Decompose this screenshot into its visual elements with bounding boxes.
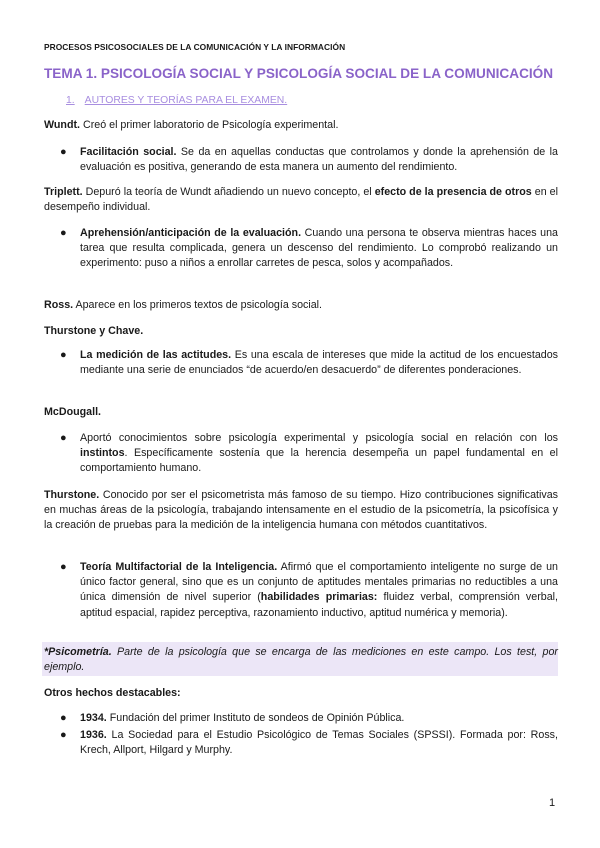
ross-paragraph: Ross. Aparece en los primeros textos de psicología social. [44, 299, 323, 311]
running-header: PROCESOS PSICOSOCIALES DE LA COMUNICACIÓN Y LA INFORMACIÓN [44, 42, 346, 52]
fact-item: 1934. Fundación del primer Instituto de sondeos de Opinión Pública. [80, 712, 405, 724]
concept-term: Aprehensión/anticipación de la evaluación. [80, 227, 302, 239]
bullet-icon: ● [60, 432, 67, 444]
thurstone-bullet: Teoría Multifactorial de la Inteligencia. Afirmó que el comportamiento inteligente no surge de un único factor general, sino que es un conjunto de aptitudes mentales primarias no reductibles a una única dimensión de nivel superior (habilidades primarias: fluidez verbal, comprensión verbal, aptitud espacial, rapidez perceptiva, razonamiento inductivo, aptitud numérica y memoria). [80, 561, 558, 619]
fact-item: 1936. La Sociedad para el Estudio Psicológico de Temas Sociales (SPSSI). Formada por: Ross, Krech, Allport, Hilgard y Murphy. [80, 729, 558, 757]
bullet-icon: ● [60, 561, 67, 573]
bullet-icon: ● [60, 729, 67, 741]
section-label: AUTORES Y TEORÍAS PARA EL EXAMEN. [84, 95, 288, 106]
section-heading[interactable] [66, 95, 287, 106]
wundt-paragraph: Wundt. Creó el primer laboratorio de Psicología experimental. [44, 119, 339, 131]
chapter-title: TEMA 1. PSICOLOGÍA SOCIAL Y PSICOLOGÍA SOCIAL DE LA COMUNICACIÓN [44, 66, 554, 81]
mcdougall-bullet: Aportó conocimientos sobre psicología experimental y psicología social en relación con los instintos. Específicamente sostenía que la herencia desempeña un papel fundamental en el comportamiento humano. [80, 432, 558, 475]
psicometria-note: *Psicometría. Parte de la psicología que se encarga de las mediciones en este campo. Los test, por ejemplo. [44, 646, 558, 674]
mcdougall-heading: McDougall. [44, 406, 102, 418]
bullet-icon: ● [60, 146, 67, 158]
author-name: Ross. [44, 299, 74, 311]
concept-term: La medición de las actitudes. [80, 349, 232, 361]
wundt-bullet: Facilitación social. Se da en aquellas conductas que controlamos y donde la aprehensión de la evaluación es positiva, generando de esta manera un aumento del rendimiento. [80, 146, 558, 174]
bullet-icon: ● [60, 349, 67, 361]
concept-term: Facilitación social. [80, 146, 177, 158]
bullet-icon: ● [60, 712, 67, 724]
bullet-icon: ● [60, 227, 67, 239]
triplett-paragraph: Triplett. Depuró la teoría de Wundt añadiendo un nuevo concepto, el efecto de la presencia de otros en el desempeño individual. [44, 186, 558, 214]
page-number: 1 [549, 797, 556, 809]
note-term: *Psicometría. [44, 646, 112, 658]
triplett-bullet: Aprehensión/anticipación de la evaluación. Cuando una persona te observa mientras haces una tarea que resulta complicada, genera un descenso del rendimiento. Lo comprobó realizando un experimento: puso a niños a enrollar carretes de pesca, solos y acompañados. [80, 227, 558, 270]
concept-term: Teoría Multifactorial de la Inteligencia. [80, 561, 278, 573]
thurstone-paragraph: Thurstone. Conocido por ser el psicometrista más famoso de su tiempo. Hizo contribuciones significativas en muchas áreas de la psicología, trabajando intensamente en el estudio de la psicometría, la psicofísica y la creación de pruebas para la medición de la inteligencia humana con métodos cuantitativos. [44, 489, 558, 532]
author-name: Triplett. [44, 186, 83, 198]
author-name: Wundt. [44, 119, 81, 131]
section-number: 1. [66, 95, 75, 106]
otros-heading: Otros hechos destacables: [44, 687, 181, 699]
author-name: Thurstone. [44, 489, 100, 501]
thurstone-chave-heading: Thurstone y Chave. [44, 325, 144, 337]
thurstone-chave-bullet: La medición de las actitudes. Es una escala de intereses que mide la actitud de los encuestados mediante una serie de enunciados “de acuerdo/en desacuerdo” de diferentes ponderaciones. [80, 349, 559, 377]
